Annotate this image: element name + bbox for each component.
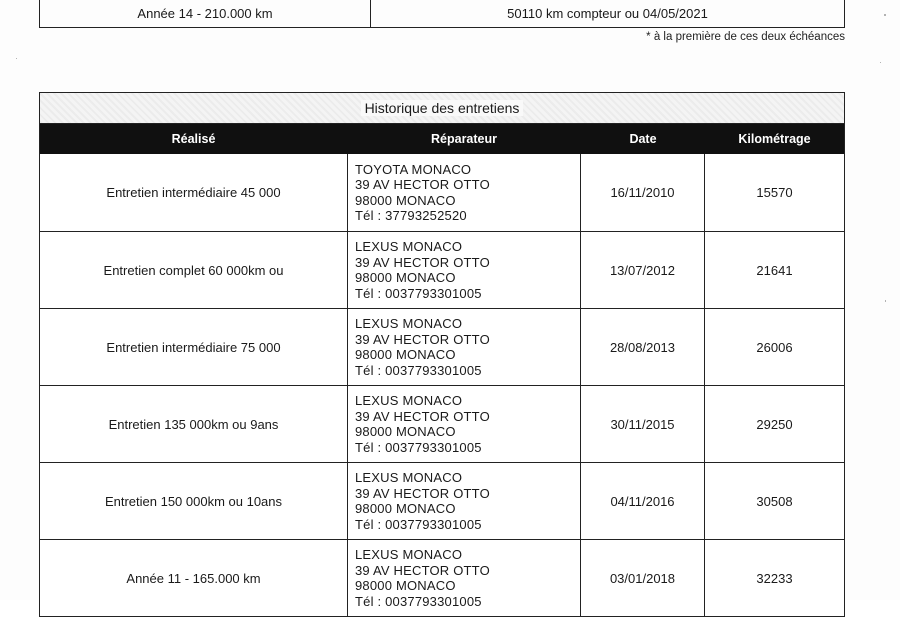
scan-speck — [884, 14, 886, 16]
cell-reparateur — [347, 232, 581, 308]
cell-kilometrage: 32233 — [756, 570, 793, 586]
repairer-phone: Tél : 37793252520 — [355, 208, 467, 223]
repairer-address: 39 AV HECTOR OTTO — [355, 485, 490, 501]
cell-reparateur — [347, 154, 581, 231]
table-row — [40, 154, 844, 231]
column-header-date: Date — [629, 132, 657, 146]
repairer-city: 98000 MONACO — [355, 424, 456, 439]
cell-date: 04/11/2016 — [581, 463, 705, 539]
repairer-city: 98000 MONACO — [355, 192, 456, 208]
maintenance-schedule-row — [39, 0, 845, 28]
repairer-address: 39 AV HECTOR OTTO — [355, 177, 490, 192]
repairer-phone: Tél : 0037793301005 — [355, 593, 482, 609]
cell-date: 16/11/2010 — [581, 154, 705, 231]
repairer-address: 39 AV HECTOR OTTO — [355, 562, 490, 578]
cell-realise: Entretien intermédiaire 45 000 — [106, 185, 281, 200]
cell-reparateur — [347, 463, 581, 539]
cell-date: 30/11/2015 — [581, 386, 705, 462]
scan-speck — [885, 300, 886, 302]
repairer-city: 98000 MONACO — [355, 501, 456, 516]
table-row — [40, 539, 844, 616]
cell-kilometrage: 21641 — [756, 262, 793, 278]
repairer-phone: Tél : 0037793301005 — [355, 285, 482, 301]
table-body — [40, 154, 844, 616]
table-title — [40, 93, 844, 124]
repairer-phone: Tél : 0037793301005 — [355, 516, 482, 532]
cell-reparateur — [347, 386, 581, 462]
cell-realise: Entretien 135 000km ou 9ans — [108, 416, 279, 432]
cell-realise: Année 11 - 165.000 km — [126, 570, 261, 586]
scan-speck — [16, 58, 17, 59]
repairer-name: TOYOTA MONACO — [355, 161, 472, 177]
repairer-address: 39 AV HECTOR OTTO — [355, 331, 490, 347]
table-row — [40, 231, 844, 308]
table-row — [40, 385, 844, 462]
table-row — [40, 308, 844, 385]
repairer-phone: Tél : 0037793301005 — [355, 439, 482, 455]
maintenance-history-table — [39, 92, 845, 617]
repairer-name: LEXUS MONACO — [355, 547, 463, 562]
cell-realise: Entretien 150 000km ou 10ans — [104, 493, 283, 509]
cell-date: 13/07/2012 — [581, 232, 705, 308]
repairer-name: LEXUS MONACO — [355, 393, 463, 408]
schedule-due-cell: 50110 km compteur ou 04/05/2021 — [507, 6, 708, 21]
cell-date: 03/01/2018 — [581, 540, 705, 616]
repairer-phone: Tél : 0037793301005 — [355, 362, 482, 378]
repairer-name: LEXUS MONACO — [355, 470, 463, 485]
column-header-reparateur: Réparateur — [431, 132, 497, 146]
cell-kilometrage: 26006 — [756, 339, 793, 355]
cell-kilometrage: 15570 — [756, 185, 793, 200]
cell-realise: Entretien complet 60 000km ou — [103, 262, 284, 278]
repairer-city: 98000 MONACO — [355, 578, 456, 593]
cell-reparateur — [347, 540, 581, 616]
column-header-realise: Réalisé — [171, 132, 216, 146]
table-header-row — [40, 124, 844, 154]
cell-reparateur — [347, 309, 581, 385]
footnote: * à la première de ces deux échéances — [646, 31, 845, 43]
cell-kilometrage: 29250 — [756, 416, 793, 432]
repairer-name: LEXUS MONACO — [355, 316, 463, 331]
repairer-name: LEXUS MONACO — [355, 239, 463, 254]
table-title-text: Historique des entretiens — [361, 100, 524, 116]
cell-kilometrage: 30508 — [756, 493, 793, 509]
table-row — [40, 462, 844, 539]
repairer-city: 98000 MONACO — [355, 270, 456, 285]
repairer-address: 39 AV HECTOR OTTO — [355, 254, 490, 270]
schedule-interval-cell: Année 14 - 210.000 km — [40, 0, 371, 27]
cell-date: 28/08/2013 — [581, 309, 705, 385]
repairer-address: 39 AV HECTOR OTTO — [355, 408, 490, 424]
scan-speck — [880, 62, 881, 63]
repairer-city: 98000 MONACO — [355, 347, 456, 362]
column-header-kilometrage: Kilométrage — [738, 132, 811, 146]
cell-realise: Entretien intermédiaire 75 000 — [106, 339, 281, 355]
